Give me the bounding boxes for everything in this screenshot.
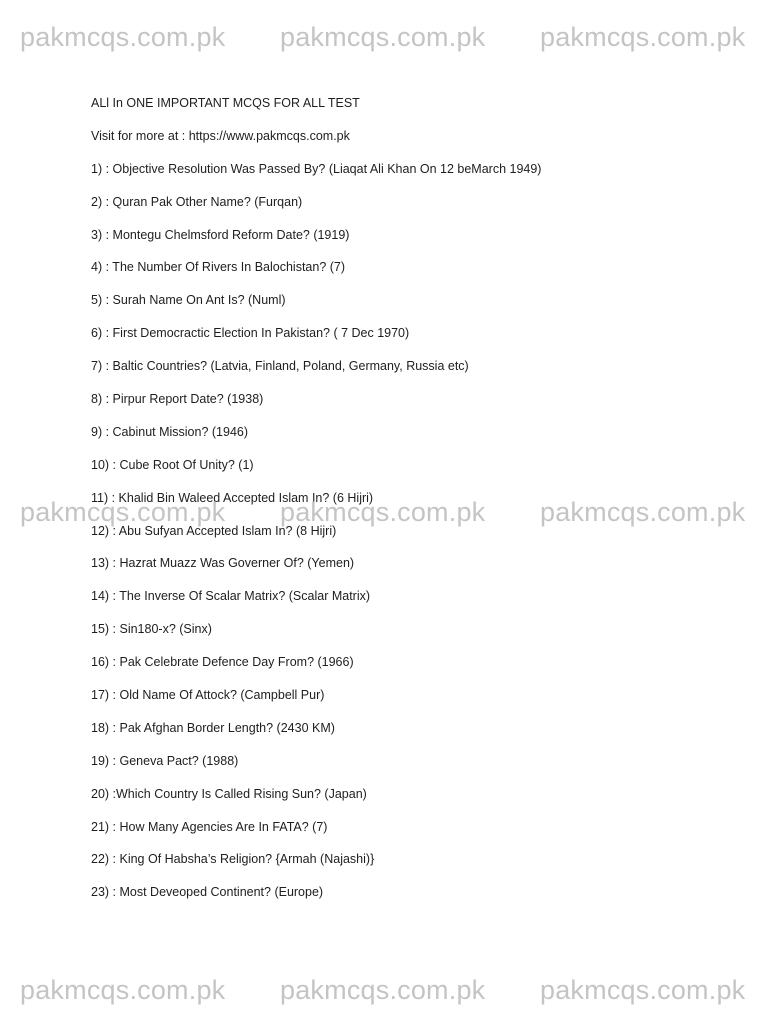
question-item: 17) : Old Name Of Attock? (Campbell Pur) — [91, 688, 325, 703]
watermark: pakmcqs.com.pk — [20, 497, 226, 527]
question-item: 23) : Most Deveoped Continent? (Europe) — [91, 885, 324, 900]
document-body — [91, 95, 741, 917]
question-item: 15) : Sin180-x? (Sinx) — [91, 622, 212, 637]
question-item: 19) : Geneva Pact? (1988) — [91, 753, 239, 768]
question-item: 6) : First Democractic Election In Pakistan? ( 7 Dec 1970) — [91, 326, 410, 341]
question-item: 20) :Which Country Is Called Rising Sun? (Japan) — [91, 786, 367, 801]
question-item: 21) : How Many Agencies Are In FATA? (7) — [91, 819, 328, 834]
question-item: 18) : Pak Afghan Border Length? (2430 KM) — [91, 720, 335, 735]
question-item: 8) : Pirpur Report Date? (1938) — [91, 392, 264, 407]
question-item: 12) : Abu Sufyan Accepted Islam In? (8 Hijri) — [91, 523, 337, 538]
question-item: 11) : Khalid Bin Waleed Accepted Islam In? (6 Hijri) — [91, 490, 374, 505]
question-item: 2) : Quran Pak Other Name? (Furqan) — [91, 194, 303, 209]
visit-link-line: Visit for more at : https://www.pakmcqs.com.pk — [91, 128, 350, 143]
watermark: pakmcqs.com.pk — [540, 497, 746, 527]
question-item: 13) : Hazrat Muazz Was Governer Of? (Yemen) — [91, 556, 355, 571]
question-item: 14) : The Inverse Of Scalar Matrix? (Scalar Matrix) — [91, 589, 371, 604]
watermark: pakmcqs.com.pk — [280, 497, 486, 527]
question-item: 5) : Surah Name On Ant Is? (Numl) — [91, 293, 286, 308]
question-item: 16) : Pak Celebrate Defence Day From? (1966) — [91, 655, 354, 670]
question-item: 7) : Baltic Countries? (Latvia, Finland, Poland, Germany, Russia etc) — [91, 359, 469, 374]
question-item: 10) : Cube Root Of Unity? (1) — [91, 457, 254, 472]
question-item: 22) : King Of Habsha’s Religion? {Armah (Najashi)} — [91, 852, 375, 867]
question-item: 3) : Montegu Chelmsford Reform Date? (1919) — [91, 227, 350, 242]
watermark: pakmcqs.com.pk — [280, 975, 486, 1005]
watermark: pakmcqs.com.pk — [20, 22, 226, 52]
question-item: 1) : Objective Resolution Was Passed By? (Liaqat Ali Khan On 12 beMarch 1949) — [91, 161, 542, 176]
watermark: pakmcqs.com.pk — [280, 22, 486, 52]
watermark: pakmcqs.com.pk — [540, 975, 746, 1005]
document-title: ALl In ONE IMPORTANT MCQS FOR ALL TEST — [91, 96, 360, 110]
question-item: 4) : The Number Of Rivers In Balochistan? (7) — [91, 260, 346, 275]
question-item: 9) : Cabinut Mission? (1946) — [91, 424, 249, 439]
watermark: pakmcqs.com.pk — [20, 975, 226, 1005]
watermark: pakmcqs.com.pk — [540, 22, 746, 52]
